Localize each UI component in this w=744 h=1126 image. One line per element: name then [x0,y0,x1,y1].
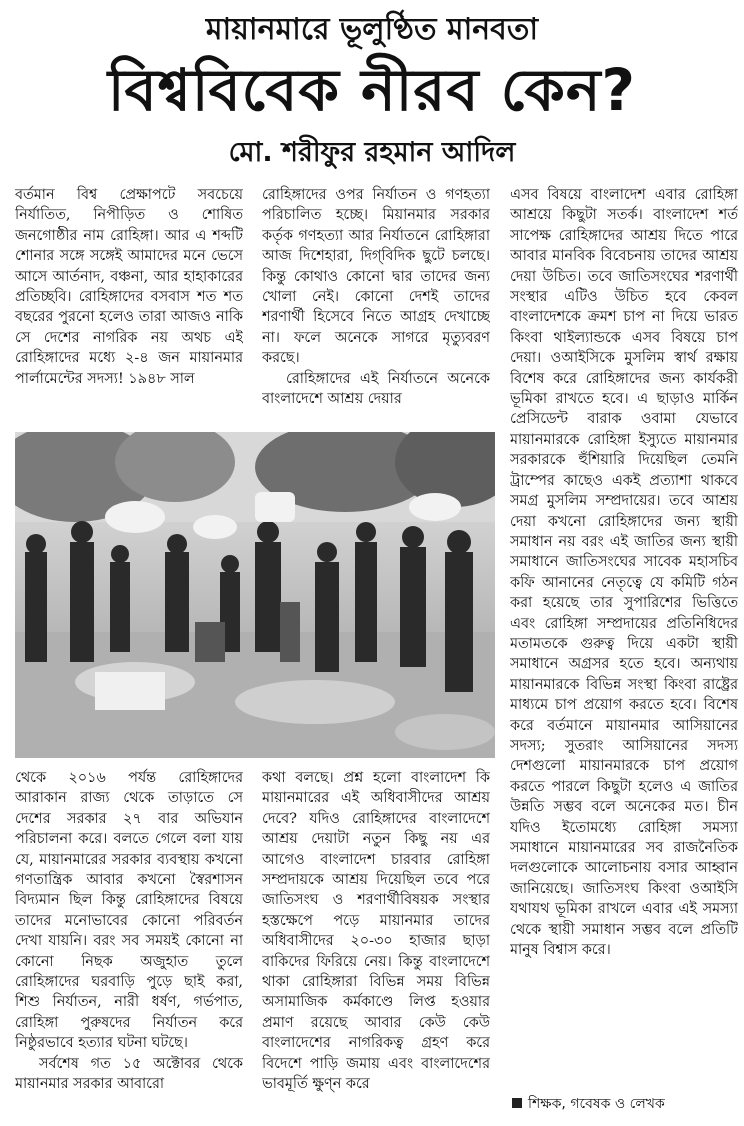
column-2-top [262,185,490,425]
refugees-photo [15,432,495,758]
paragraph: থেকে ২০১৬ পর্যন্ত রোহিঙ্গাদের আরাকান রাজ্য থেকে তাড়াতে সে দেশের সরকার ২৭ বার অভিযান পরিচালনা করে। বলতে গেলে বলা যায় যে, মায়ানমারের সরকার ব্যবস্থায় কখনো গণতান্ত্রিক আবার কখনো স্বৈরশাসন বিদ্যমান ছিল কিন্তু রোহিঙ্গাদের বিষয়ে তাদের মনোভাবের কোনো পরিবর্তন দেখা যায়নি। বরং সব সময়ই কোনো না কোনো নিছক অজুহাত তুলে রোহিঙ্গাদের ঘরবাড়ি পুড়ে ছাই করা, শিশু নির্যাতন, নারী ধর্ষণ, গর্ভপাত, রোহিঙ্গা পুরুষদের নির্যাতন করে নিষ্ঠুরভাবে হত্যার ঘটনা ঘটছে। [15,770,243,1052]
column-2-bottom [262,768,490,1122]
paragraph: এসব বিষয়ে বাংলাদেশ এবার রোহিঙ্গা আশ্রয়ে কিছুটা সতর্ক। বাংলাদেশ শর্ত সাপেক্ষ রোহিঙ্গাদের আশ্রয় দিতে পারে আবার মানবিক বিবেচনায় তাদের আশ্রয় দেয়া উচিত। তবে জাতিসংঘের শরণার্থী সংস্থার এটিও উচিত হবে কেবল বাংলাদেশকে ক্রমশ চাপ না দিয়ে ভারত কিংবা থাইল্যান্ডকে এসব বিষয়ে চাপ দেয়া। ওআইসিকে মুসলিম স্বার্থ রক্ষায় বিশেষ করে রোহিঙ্গাদের জন্য কার্যকরী ভূমিকা রাখতে হবে। এ ছাড়াও মার্কিন প্রেসিডেন্ট বারাক ওবামা যেভাবে মায়ানমারকে রোহিঙ্গা ইস্যুতে মায়ানমার সরকারকে হুঁশিয়ারি দিয়েছিল তেমনি ট্রাম্পের কাছেও একই প্রত্যাশা থাকবে সমগ্র মুসলিম সম্প্রদায়ের। তবে আশ্রয় দেয়া কখনো রোহিঙ্গাদের জন্য স্থায়ী সমাধান নয় বরং এই জাতির জন্য স্থায়ী সমাধানে জাতিসংঘের সাবেক মহাসচিব কফি আনানের নেতৃত্বে যে কমিটি গঠন করা হয়েছে তার সুপারিশের ভিত্তিতে এবং রোহিঙ্গা সম্প্রদায়ের প্রতিনিধিদের মতামতকে গুরুত্ব দিয়ে একটা স্থায়ী সমাধানে অগ্রসর হতে হবে। অন্যথায় মায়ানমারকে বিভিন্ন সংস্থা কিংবা রাষ্ট্রের মাধ্যমে চাপ প্রয়োগ করতে হবে। বিশেষ করে বর্তমানে মায়ানমার আসিয়ানের সদস্য; সুতরাং আসিয়ানের সদস্য দেশগুলো মায়ানমারকে চাপ প্রয়োগ করতে পারলে কিছুটা হলেও এ জাতির উন্নতি সম্ভব বলে অনেকের মত। চীন যদিও ইতোমধ্যে রোহিঙ্গা সমস্যা সমাধানে মায়ানমারের সব রাজনৈতিক দলগুলোকে আলোচনায় বসার আহ্বান জানিয়েছে। জাতিসংঘ কিংবা ওআইসি যথাযথ ভূমিকা রাখলে এবার এই সমস্যা থেকে স্থায়ী সমাধান সম্ভব বলে প্রতিটি মানুষ বিশ্বাস করে। [510,187,738,959]
headline: বিশ্ববিবেক নীরব কেন? [107,56,637,124]
paragraph: রোহিঙ্গাদের ওপর নির্যাতন ও গণহত্যা পরিচালিত হচ্ছে। মিয়ানমার সরকার কর্তৃক গণহত্যা আর নির্যাতনে রোহিঙ্গারা আজ দিশেহারা, দিগ্‌বিদিক ছুটে চলছে। কিন্তু কোথাও কোনো দ্বার তাদের জন্য খোলা নেই। কোনো দেশই তাদের শরণার্থী হিসেবে নিতে আগ্রহ দেখাচ্ছে না। ফলে অনেকে সাগরে মৃত্যুবরণ করছে। [262,187,490,367]
refugees-photo-icon [15,432,495,758]
author-note-text: শিক্ষক, গবেষক ও লেখক [528,1096,665,1112]
square-bullet-icon [512,1098,522,1108]
column-3 [510,185,738,1085]
paragraph: সর্বশেষ গত ১৫ অক্টোবর থেকে মায়ানমার সরকার আবারো [15,1055,243,1093]
paragraph: কথা বলছে। প্রশ্ন হলো বাংলাদেশ কি মায়ানমারের এই অধিবাসীদের আশ্রয় দেবে? যদিও রোহিঙ্গাদের বাংলাদেশে আশ্রয় দেয়াটা নতুন কিছু নয় এর আগেও বাংলাদেশ চারবার রোহিঙ্গা সম্প্রদায়কে আশ্রয় দিয়েছিল তবে পরে জাতিসংঘ ও শরণার্থীবিষয়ক সংস্থার হস্তক্ষেপে পড়ে মায়ানমার তাদের অধিবাসীদের ২০-৩০ হাজার ছাড়া বাকিদের ফিরিয়ে নেয়। কিন্তু বাংলাদেশে থাকা রোহিঙ্গারা বিভিন্ন সময় বিভিন্ন অসামাজিক কর্মকাণ্ডে লিপ্ত হওয়ার প্রমাণ রয়েছে আবার কেউ কেউ বাংলাদেশের নাগরিকত্ব গ্রহণ করে বিদেশে পাড়ি জমায় এবং বাংলাদেশের ভাবমূর্তি ক্ষুণ্ন করে [262,770,490,1093]
kicker-title: মায়ানমারে ভূলুণ্ঠিত মানবতা [205,12,539,47]
column-1-top [15,185,243,425]
byline: মো. শরীফুর রহমান আদিল [228,137,516,168]
paragraph: রোহিঙ্গাদের এই নির্যাতনে অনেকে বাংলাদেশে আশ্রয় দেয়ার [262,370,490,408]
column-1-bottom [15,768,243,1122]
paragraph: বর্তমান বিশ্ব প্রেক্ষাপটে সবচেয়ে নির্যাতিত, নিপীড়িত ও শোষিত জনগোষ্ঠীর নাম রোহিঙ্গা। আর এ শব্দটি শোনার সঙ্গে সঙ্গেই আমাদের মনে ভেসে আসে আর্তনাদ, বঞ্চনা, আর হাহাকারের প্রতিচ্ছবি। রোহিঙ্গাদের বসবাস শত শত বছরের পুরনো হলেও তারা আজও নাকি সে দেশের নাগরিক নয় অথচ এই রোহিঙ্গাদের মধ্যে ২-৪ জন মায়ানমার পার্লামেন্টের সদস্য! ১৯৪৮ সাল [15,187,243,387]
author-note [512,1094,738,1114]
